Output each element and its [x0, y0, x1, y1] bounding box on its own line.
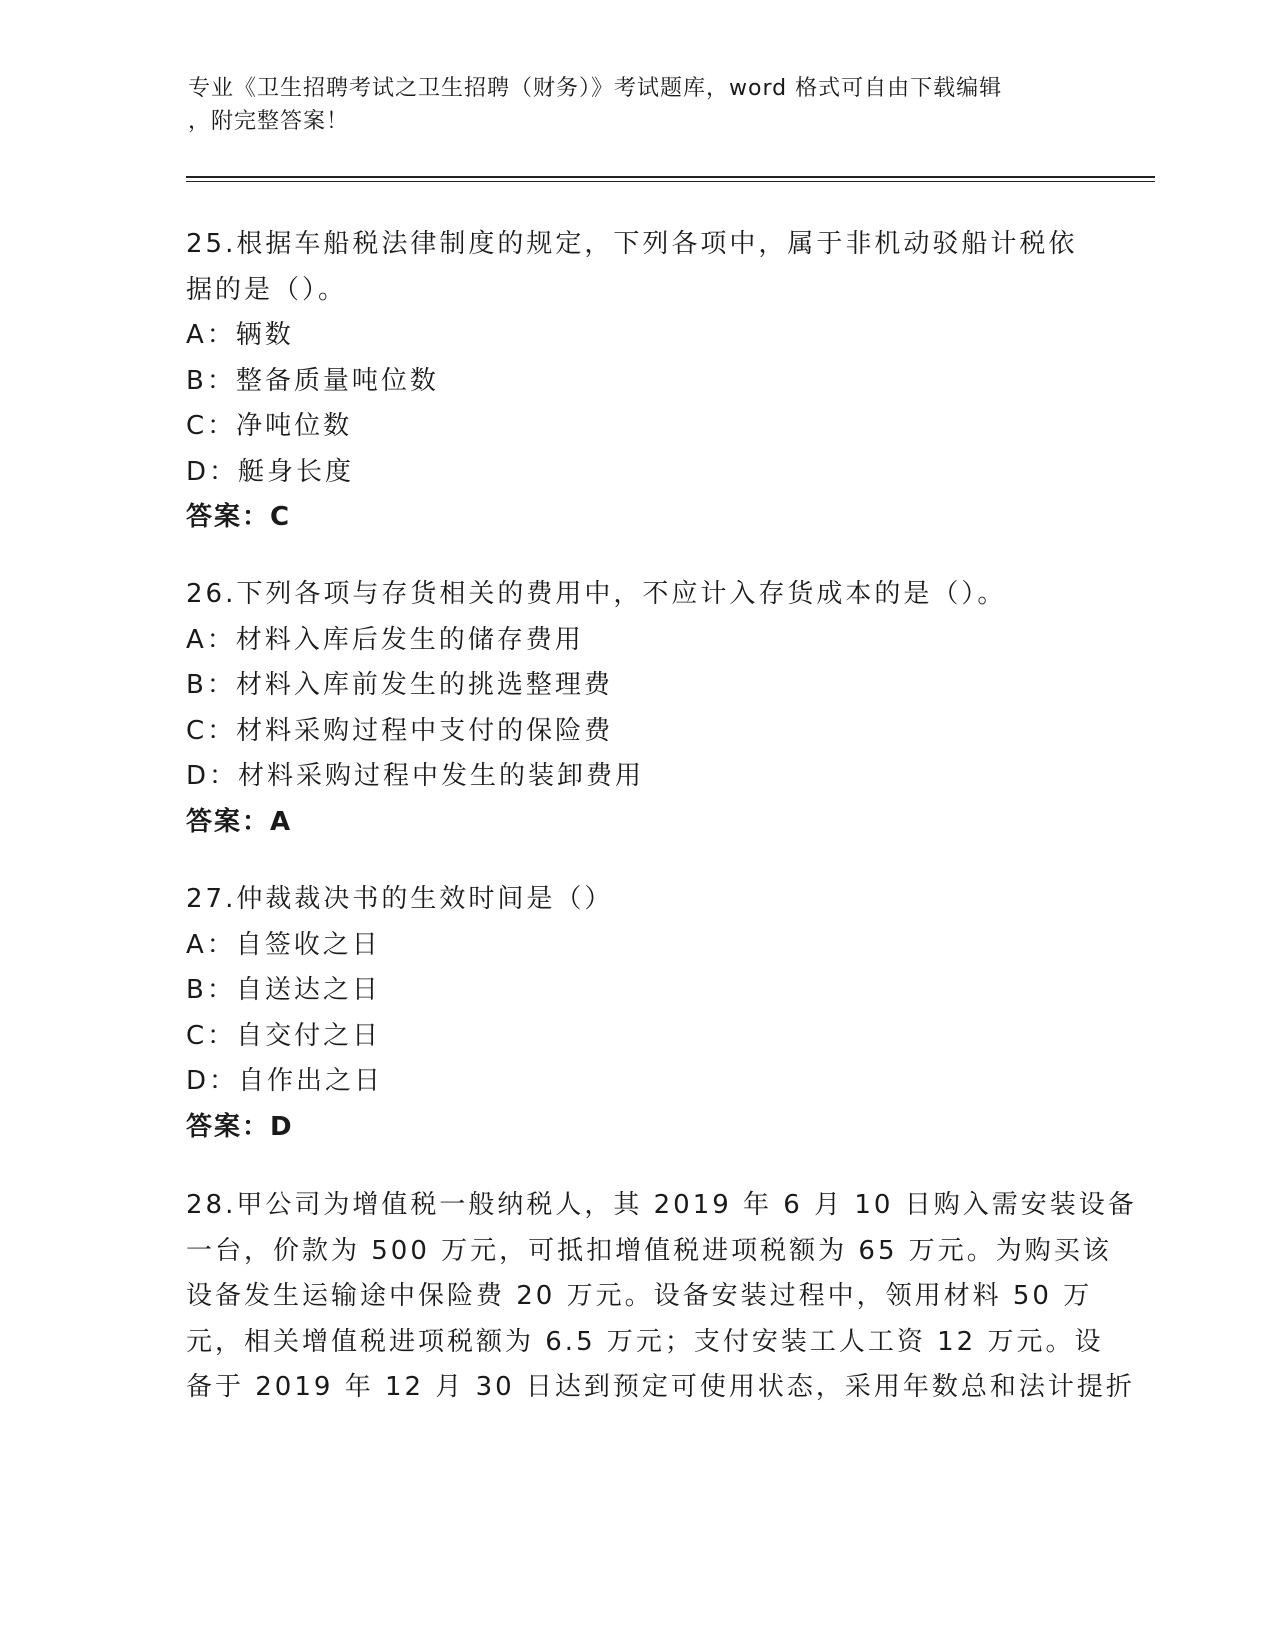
option-c: C：净吨位数	[186, 411, 353, 441]
question-25	[186, 222, 1086, 541]
option-a: A：材料入库后发生的储存费用	[186, 624, 584, 655]
question-stem-line: 据的是（）。	[186, 274, 348, 305]
header-divider-thick	[186, 176, 1155, 178]
question-27	[186, 877, 1086, 1150]
option-c: C：材料采购过程中支付的保险费	[186, 715, 614, 746]
question-stem	[186, 877, 1086, 923]
question-28	[186, 1183, 1137, 1411]
option-d: D：材料采购过程中发生的装卸费用	[186, 761, 645, 791]
option-d: D：自作出之日	[186, 1066, 384, 1096]
question-stem	[186, 1183, 1137, 1411]
option-a: A：自签收之日	[186, 929, 381, 960]
answer: 答案：A	[186, 806, 293, 837]
question-stem	[186, 572, 1086, 618]
question-stem-line: 备于 2019 年 12 月 30 日达到预定可使用状态，采用年数总和法计提折	[186, 1372, 1135, 1402]
option-a: A：辆数	[186, 320, 294, 350]
header-divider-thin	[186, 181, 1155, 182]
document-header	[188, 72, 1088, 138]
header-line-2: ，附完整答案！	[188, 109, 350, 134]
question-stem-line: 25.根据车船税法律制度的规定，下列各项中，属于非机动驳船计税依	[186, 229, 1078, 259]
question-stem	[186, 222, 1086, 313]
answer: 答案：C	[186, 502, 292, 532]
question-stem-line: 元，相关增值税进项税额为 6.5 万元；支付安装工人工资 12 万元。设	[186, 1326, 1104, 1357]
question-stem-line: 一台，价款为 500 万元，可抵扣增值税进项税额为 65 万元。为购买该	[186, 1235, 1112, 1266]
question-stem-line: 26.下列各项与存货相关的费用中，不应计入存货成本的是（）。	[186, 579, 1007, 609]
option-b: B：材料入库前发生的挑选整理费	[186, 670, 613, 700]
option-d: D：艇身长度	[186, 456, 355, 487]
question-stem-line: 28.甲公司为增值税一般纳税人，其 2019 年 6 月 10 日购入需安装设备	[186, 1190, 1137, 1220]
header-line-1: 专业《卫生招聘考试之卫生招聘（财务）》考试题库，word 格式可自由下载编辑	[188, 76, 1003, 101]
option-b: B：自送达之日	[186, 975, 381, 1005]
option-b: B：整备质量吨位数	[186, 365, 439, 396]
question-stem-line: 27.仲裁裁决书的生效时间是（）	[186, 884, 614, 914]
option-c: C：自交付之日	[186, 1020, 382, 1051]
question-26	[186, 572, 1086, 845]
question-stem-line: 设备发生运输途中保险费 20 万元。设备安装过程中，领用材料 50 万	[186, 1281, 1093, 1311]
answer: 答案：D	[186, 1111, 294, 1142]
